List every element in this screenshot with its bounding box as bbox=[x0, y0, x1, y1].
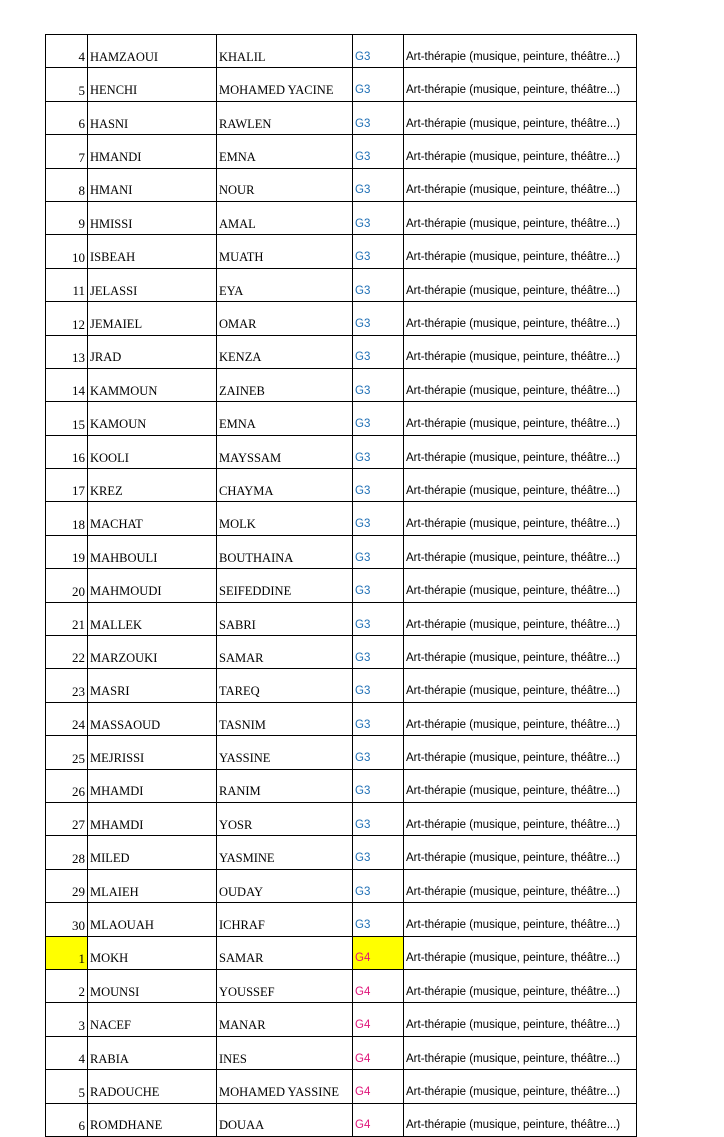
last-name-cell: HAMZAOUI bbox=[88, 35, 217, 68]
first-name-cell: RAWLEN bbox=[217, 101, 353, 134]
row-number-cell: 6 bbox=[46, 1103, 88, 1136]
group-cell: G3 bbox=[353, 135, 404, 168]
activity-cell: Art-thérapie (musique, peinture, théâtre...) bbox=[404, 268, 637, 301]
row-number-cell: 18 bbox=[46, 502, 88, 535]
activity-cell: Art-thérapie (musique, peinture, théâtre...) bbox=[404, 435, 637, 468]
group-cell: G4 bbox=[353, 1003, 404, 1036]
first-name-cell: EMNA bbox=[217, 135, 353, 168]
table-row bbox=[46, 302, 637, 335]
activity-cell: Art-thérapie (musique, peinture, théâtre...) bbox=[404, 836, 637, 869]
table-row bbox=[46, 702, 637, 735]
first-name-cell: INES bbox=[217, 1036, 353, 1069]
group-cell: G3 bbox=[353, 235, 404, 268]
group-cell: G3 bbox=[353, 268, 404, 301]
first-name-cell: SEIFEDDINE bbox=[217, 569, 353, 602]
group-cell: G4 bbox=[353, 969, 404, 1002]
group-cell: G3 bbox=[353, 335, 404, 368]
last-name-cell: MAHBOULI bbox=[88, 535, 217, 568]
group-cell: G3 bbox=[353, 502, 404, 535]
activity-cell: Art-thérapie (musique, peinture, théâtre...) bbox=[404, 535, 637, 568]
group-cell: G3 bbox=[353, 669, 404, 702]
row-number-cell: 30 bbox=[46, 903, 88, 936]
group-cell: G3 bbox=[353, 869, 404, 902]
activity-cell: Art-thérapie (musique, peinture, théâtre...) bbox=[404, 68, 637, 101]
activity-cell: Art-thérapie (musique, peinture, théâtre...) bbox=[404, 969, 637, 1002]
table-row bbox=[46, 402, 637, 435]
row-number-cell: 1 bbox=[46, 936, 88, 969]
row-number-cell: 3 bbox=[46, 1003, 88, 1036]
group-cell: G3 bbox=[353, 201, 404, 234]
first-name-cell: OUDAY bbox=[217, 869, 353, 902]
last-name-cell: RABIA bbox=[88, 1036, 217, 1069]
row-number-cell: 23 bbox=[46, 669, 88, 702]
first-name-cell: MANAR bbox=[217, 1003, 353, 1036]
last-name-cell: MOUNSI bbox=[88, 969, 217, 1002]
last-name-cell: HENCHI bbox=[88, 68, 217, 101]
group-cell: G4 bbox=[353, 1070, 404, 1103]
last-name-cell: MILED bbox=[88, 836, 217, 869]
row-number-cell: 10 bbox=[46, 235, 88, 268]
row-number-cell: 9 bbox=[46, 201, 88, 234]
first-name-cell: ZAINEB bbox=[217, 368, 353, 401]
group-cell: G3 bbox=[353, 802, 404, 835]
row-number-cell: 4 bbox=[46, 35, 88, 68]
group-cell: G3 bbox=[353, 636, 404, 669]
activity-cell: Art-thérapie (musique, peinture, théâtre...) bbox=[404, 1103, 637, 1136]
activity-cell: Art-thérapie (musique, peinture, théâtre...) bbox=[404, 335, 637, 368]
row-number-cell: 13 bbox=[46, 335, 88, 368]
activity-cell: Art-thérapie (musique, peinture, théâtre...) bbox=[404, 402, 637, 435]
row-number-cell: 12 bbox=[46, 302, 88, 335]
row-number-cell: 14 bbox=[46, 368, 88, 401]
row-number-cell: 15 bbox=[46, 402, 88, 435]
row-number-cell: 8 bbox=[46, 168, 88, 201]
group-cell: G3 bbox=[353, 302, 404, 335]
activity-cell: Art-thérapie (musique, peinture, théâtre...) bbox=[404, 469, 637, 502]
last-name-cell: MHAMDI bbox=[88, 802, 217, 835]
row-number-cell: 29 bbox=[46, 869, 88, 902]
activity-cell: Art-thérapie (musique, peinture, théâtre...) bbox=[404, 502, 637, 535]
table-row bbox=[46, 469, 637, 502]
row-number-cell: 20 bbox=[46, 569, 88, 602]
first-name-cell: SABRI bbox=[217, 602, 353, 635]
first-name-cell: KHALIL bbox=[217, 35, 353, 68]
group-cell: G3 bbox=[353, 903, 404, 936]
first-name-cell: ICHRAF bbox=[217, 903, 353, 936]
activity-cell: Art-thérapie (musique, peinture, théâtre...) bbox=[404, 168, 637, 201]
activity-cell: Art-thérapie (musique, peinture, théâtre...) bbox=[404, 569, 637, 602]
last-name-cell: HMANDI bbox=[88, 135, 217, 168]
first-name-cell: NOUR bbox=[217, 168, 353, 201]
table-row bbox=[46, 235, 637, 268]
group-cell: G3 bbox=[353, 535, 404, 568]
first-name-cell: TAREQ bbox=[217, 669, 353, 702]
first-name-cell: AMAL bbox=[217, 201, 353, 234]
activity-cell: Art-thérapie (musique, peinture, théâtre...) bbox=[404, 235, 637, 268]
table-row bbox=[46, 368, 637, 401]
table-row bbox=[46, 535, 637, 568]
table-row bbox=[46, 502, 637, 535]
group-cell: G3 bbox=[353, 702, 404, 735]
last-name-cell: MOKH bbox=[88, 936, 217, 969]
table-row bbox=[46, 1003, 637, 1036]
group-cell: G3 bbox=[353, 435, 404, 468]
row-number-cell: 19 bbox=[46, 535, 88, 568]
group-cell: G3 bbox=[353, 101, 404, 134]
row-number-cell: 5 bbox=[46, 68, 88, 101]
group-cell: G3 bbox=[353, 68, 404, 101]
activity-cell: Art-thérapie (musique, peinture, théâtre...) bbox=[404, 201, 637, 234]
last-name-cell: KAMOUN bbox=[88, 402, 217, 435]
row-number-cell: 17 bbox=[46, 469, 88, 502]
table-row bbox=[46, 1036, 637, 1069]
first-name-cell: YASSINE bbox=[217, 736, 353, 769]
activity-cell: Art-thérapie (musique, peinture, théâtre...) bbox=[404, 1003, 637, 1036]
table-row bbox=[46, 869, 637, 902]
table-row bbox=[46, 736, 637, 769]
table-row bbox=[46, 836, 637, 869]
first-name-cell: RANIM bbox=[217, 769, 353, 802]
activity-cell: Art-thérapie (musique, peinture, théâtre...) bbox=[404, 602, 637, 635]
activity-cell: Art-thérapie (musique, peinture, théâtre...) bbox=[404, 869, 637, 902]
group-cell: G3 bbox=[353, 168, 404, 201]
first-name-cell: MOLK bbox=[217, 502, 353, 535]
group-cell: G3 bbox=[353, 569, 404, 602]
first-name-cell: SAMAR bbox=[217, 636, 353, 669]
first-name-cell: MAYSSAM bbox=[217, 435, 353, 468]
first-name-cell: DOUAA bbox=[217, 1103, 353, 1136]
activity-cell: Art-thérapie (musique, peinture, théâtre...) bbox=[404, 736, 637, 769]
row-number-cell: 28 bbox=[46, 836, 88, 869]
group-cell: G3 bbox=[353, 736, 404, 769]
student-table-body bbox=[46, 35, 637, 1137]
table-row bbox=[46, 903, 637, 936]
last-name-cell: NACEF bbox=[88, 1003, 217, 1036]
last-name-cell: JELASSI bbox=[88, 268, 217, 301]
group-cell: G4 bbox=[353, 1103, 404, 1136]
last-name-cell: KAMMOUN bbox=[88, 368, 217, 401]
table-row bbox=[46, 636, 637, 669]
first-name-cell: SAMAR bbox=[217, 936, 353, 969]
last-name-cell: HMISSI bbox=[88, 201, 217, 234]
activity-cell: Art-thérapie (musique, peinture, théâtre...) bbox=[404, 1070, 637, 1103]
activity-cell: Art-thérapie (musique, peinture, théâtre...) bbox=[404, 135, 637, 168]
group-cell: G3 bbox=[353, 769, 404, 802]
row-number-cell: 2 bbox=[46, 969, 88, 1002]
group-cell: G3 bbox=[353, 469, 404, 502]
last-name-cell: HMANI bbox=[88, 168, 217, 201]
table-row bbox=[46, 969, 637, 1002]
row-number-cell: 22 bbox=[46, 636, 88, 669]
row-number-cell: 7 bbox=[46, 135, 88, 168]
student-table bbox=[45, 34, 637, 1137]
first-name-cell: TASNIM bbox=[217, 702, 353, 735]
row-number-cell: 6 bbox=[46, 101, 88, 134]
row-number-cell: 4 bbox=[46, 1036, 88, 1069]
table-row bbox=[46, 168, 637, 201]
table-row bbox=[46, 135, 637, 168]
last-name-cell: MAHMOUDI bbox=[88, 569, 217, 602]
last-name-cell: MARZOUKI bbox=[88, 636, 217, 669]
group-cell: G3 bbox=[353, 368, 404, 401]
last-name-cell: HASNI bbox=[88, 101, 217, 134]
last-name-cell: KREZ bbox=[88, 469, 217, 502]
first-name-cell: MUATH bbox=[217, 235, 353, 268]
activity-cell: Art-thérapie (musique, peinture, théâtre...) bbox=[404, 702, 637, 735]
first-name-cell: OMAR bbox=[217, 302, 353, 335]
last-name-cell: MALLEK bbox=[88, 602, 217, 635]
activity-cell: Art-thérapie (musique, peinture, théâtre...) bbox=[404, 802, 637, 835]
group-cell: G3 bbox=[353, 602, 404, 635]
activity-cell: Art-thérapie (musique, peinture, théâtre...) bbox=[404, 636, 637, 669]
activity-cell: Art-thérapie (musique, peinture, théâtre...) bbox=[404, 769, 637, 802]
activity-cell: Art-thérapie (musique, peinture, théâtre...) bbox=[404, 35, 637, 68]
first-name-cell: CHAYMA bbox=[217, 469, 353, 502]
last-name-cell: MLAOUAH bbox=[88, 903, 217, 936]
activity-cell: Art-thérapie (musique, peinture, théâtre...) bbox=[404, 368, 637, 401]
row-number-cell: 21 bbox=[46, 602, 88, 635]
table-row bbox=[46, 802, 637, 835]
table-row bbox=[46, 435, 637, 468]
activity-cell: Art-thérapie (musique, peinture, théâtre...) bbox=[404, 669, 637, 702]
row-number-cell: 25 bbox=[46, 736, 88, 769]
last-name-cell: MASSAOUD bbox=[88, 702, 217, 735]
activity-cell: Art-thérapie (musique, peinture, théâtre...) bbox=[404, 101, 637, 134]
table-row bbox=[46, 1070, 637, 1103]
table-row bbox=[46, 569, 637, 602]
last-name-cell: RADOUCHE bbox=[88, 1070, 217, 1103]
table-row bbox=[46, 602, 637, 635]
activity-cell: Art-thérapie (musique, peinture, théâtre...) bbox=[404, 302, 637, 335]
group-cell: G3 bbox=[353, 35, 404, 68]
row-number-cell: 5 bbox=[46, 1070, 88, 1103]
last-name-cell: ROMDHANE bbox=[88, 1103, 217, 1136]
last-name-cell: MHAMDI bbox=[88, 769, 217, 802]
table-row bbox=[46, 669, 637, 702]
first-name-cell: MOHAMED YASSINE bbox=[217, 1070, 353, 1103]
first-name-cell: EMNA bbox=[217, 402, 353, 435]
activity-cell: Art-thérapie (musique, peinture, théâtre...) bbox=[404, 936, 637, 969]
last-name-cell: MEJRISSI bbox=[88, 736, 217, 769]
last-name-cell: JRAD bbox=[88, 335, 217, 368]
table-row bbox=[46, 335, 637, 368]
table-row bbox=[46, 268, 637, 301]
table-row bbox=[46, 936, 637, 969]
last-name-cell: MASRI bbox=[88, 669, 217, 702]
row-number-cell: 11 bbox=[46, 268, 88, 301]
first-name-cell: BOUTHAINA bbox=[217, 535, 353, 568]
group-cell: G3 bbox=[353, 836, 404, 869]
activity-cell: Art-thérapie (musique, peinture, théâtre...) bbox=[404, 1036, 637, 1069]
group-cell: G3 bbox=[353, 402, 404, 435]
first-name-cell: YOSR bbox=[217, 802, 353, 835]
last-name-cell: KOOLI bbox=[88, 435, 217, 468]
table-row bbox=[46, 201, 637, 234]
table-row bbox=[46, 35, 637, 68]
group-cell: G4 bbox=[353, 936, 404, 969]
row-number-cell: 24 bbox=[46, 702, 88, 735]
first-name-cell: MOHAMED YACINE bbox=[217, 68, 353, 101]
first-name-cell: EYA bbox=[217, 268, 353, 301]
first-name-cell: YOUSSEF bbox=[217, 969, 353, 1002]
row-number-cell: 27 bbox=[46, 802, 88, 835]
last-name-cell: MLAIEH bbox=[88, 869, 217, 902]
table-row bbox=[46, 1103, 637, 1136]
table-row bbox=[46, 769, 637, 802]
activity-cell: Art-thérapie (musique, peinture, théâtre...) bbox=[404, 903, 637, 936]
first-name-cell: YASMINE bbox=[217, 836, 353, 869]
last-name-cell: JEMAIEL bbox=[88, 302, 217, 335]
row-number-cell: 16 bbox=[46, 435, 88, 468]
group-cell: G4 bbox=[353, 1036, 404, 1069]
table-row bbox=[46, 68, 637, 101]
last-name-cell: ISBEAH bbox=[88, 235, 217, 268]
last-name-cell: MACHAT bbox=[88, 502, 217, 535]
row-number-cell: 26 bbox=[46, 769, 88, 802]
table-row bbox=[46, 101, 637, 134]
first-name-cell: KENZA bbox=[217, 335, 353, 368]
